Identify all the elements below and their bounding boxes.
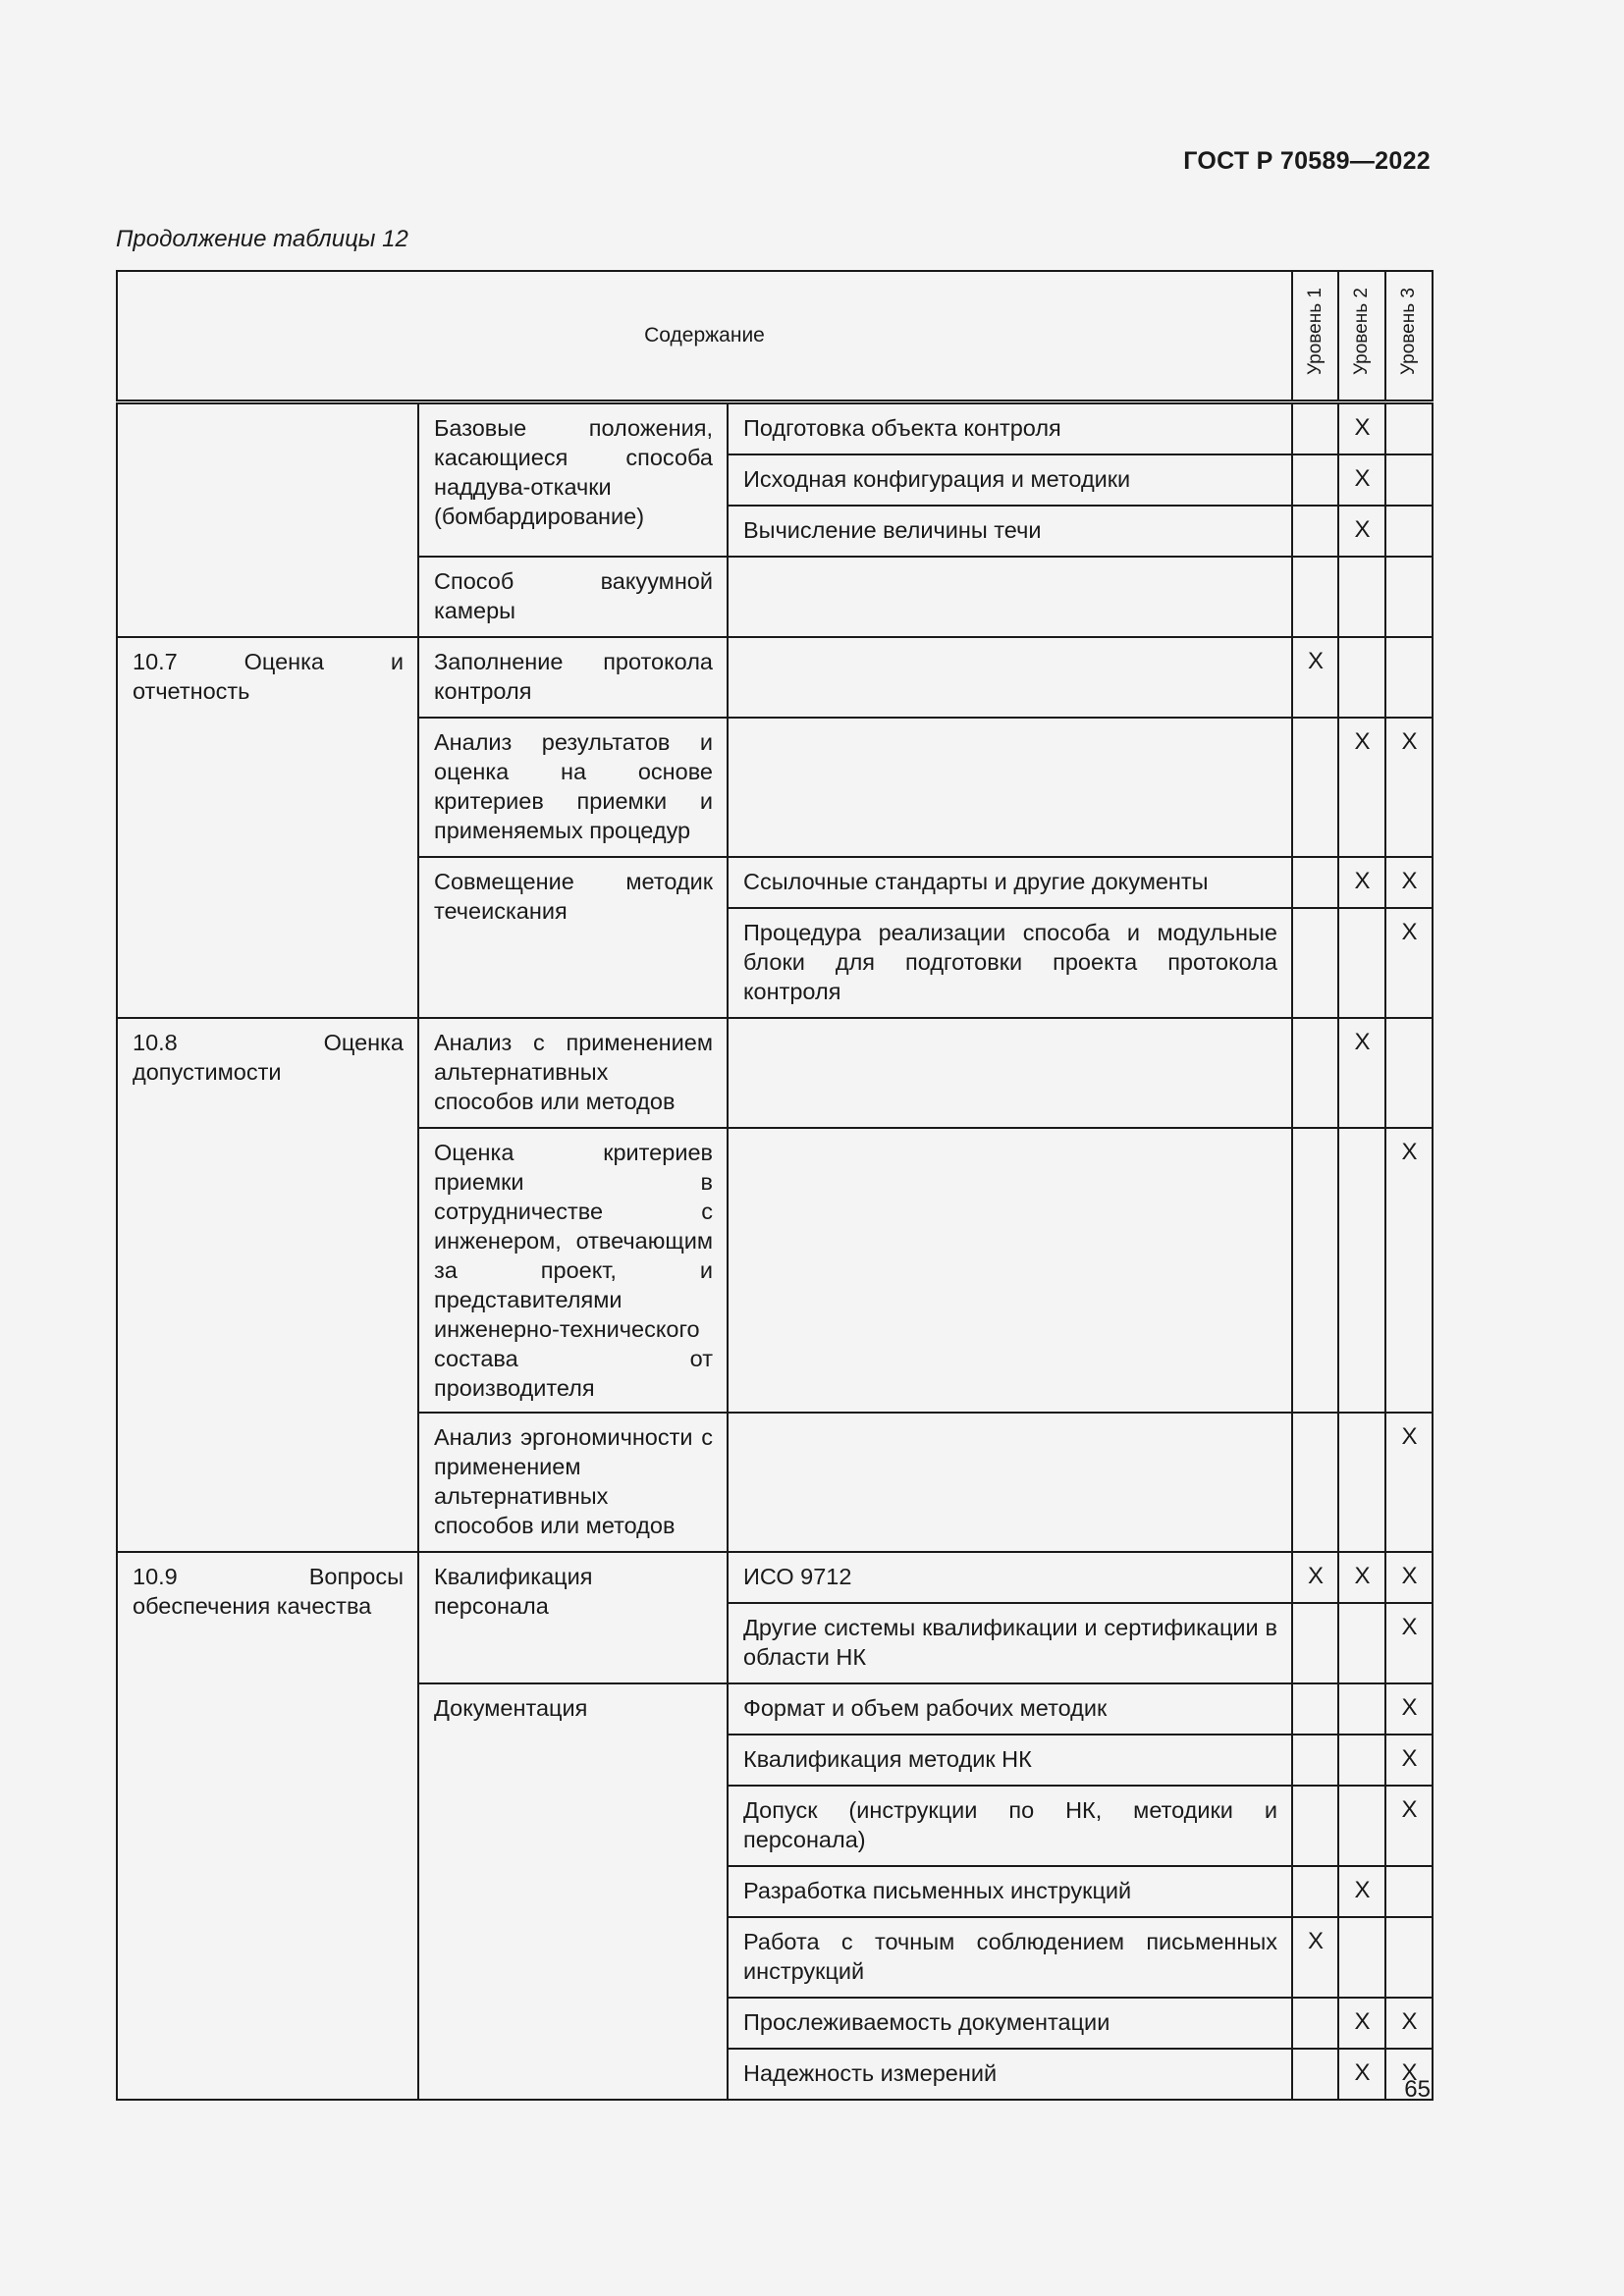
level-3-mark: [1385, 506, 1433, 557]
level-2-mark: X: [1338, 1998, 1385, 2049]
item-cell: Ссылочные стандарты и другие документы: [728, 857, 1292, 908]
level-2-mark: [1338, 1683, 1385, 1735]
level-1-mark: X: [1292, 1917, 1338, 1998]
table-caption: Продолжение таблицы 12: [116, 226, 408, 252]
item-cell: Квалификация методик НК: [728, 1735, 1292, 1786]
header-level-3-label: Уровень 3: [1398, 287, 1419, 376]
level-3-mark: [1385, 1018, 1433, 1128]
level-3-mark: [1385, 454, 1433, 506]
level-2-mark: [1338, 1786, 1385, 1866]
topic-cell: Оценка критериев приемки в сотрудничестве с инженером, отвечающим за проект, и представителями инженерно-технического состава от производителя: [418, 1128, 728, 1413]
topic-cell: Документация: [418, 1683, 728, 2100]
level-2-mark: [1338, 637, 1385, 718]
item-cell: [728, 1413, 1292, 1552]
table-row: [117, 402, 1433, 454]
item-cell: ИСО 9712: [728, 1552, 1292, 1603]
item-cell: Процедура реализации способа и модульные блоки для подготовки проекта протокола контроля: [728, 908, 1292, 1018]
level-3-mark: X: [1385, 718, 1433, 857]
level-1-mark: [1292, 857, 1338, 908]
item-cell: [728, 718, 1292, 857]
item-cell: Подготовка объекта контроля: [728, 402, 1292, 454]
topic-cell: Анализ результатов и оценка на основе критериев приемки и применяемых процедур: [418, 718, 728, 857]
header-level-1: [1292, 271, 1338, 402]
level-1-mark: [1292, 1018, 1338, 1128]
section-cell: 10.8 Оценка допустимости: [117, 1018, 418, 1552]
level-3-mark: [1385, 1917, 1433, 1998]
level-1-mark: [1292, 402, 1338, 454]
level-3-mark: X: [1385, 2049, 1433, 2100]
requirements-table: [116, 270, 1434, 2101]
level-2-mark: X: [1338, 718, 1385, 857]
level-1-mark: [1292, 908, 1338, 1018]
topic-cell: Анализ с применением альтернативных способов или методов: [418, 1018, 728, 1128]
header-content: Содержание: [117, 271, 1292, 402]
level-1-mark: [1292, 1866, 1338, 1917]
level-2-mark: X: [1338, 454, 1385, 506]
table-row: [117, 637, 1433, 718]
item-cell: [728, 1128, 1292, 1413]
level-2-mark: X: [1338, 402, 1385, 454]
table-row: [117, 1018, 1433, 1128]
level-3-mark: X: [1385, 908, 1433, 1018]
level-3-mark: [1385, 1866, 1433, 1917]
level-3-mark: X: [1385, 1128, 1433, 1413]
item-cell: Допуск (инструкции по НК, методики и персонала): [728, 1786, 1292, 1866]
level-1-mark: [1292, 557, 1338, 637]
item-cell: Работа с точным соблюдением письменных инструкций: [728, 1917, 1292, 1998]
item-cell: Разработка письменных инструкций: [728, 1866, 1292, 1917]
level-1-mark: [1292, 454, 1338, 506]
topic-cell: Базовые положения, касающиеся способа наддува-откачки (бомбардирование): [418, 402, 728, 557]
level-3-mark: [1385, 637, 1433, 718]
item-cell: Прослеживаемость документации: [728, 1998, 1292, 2049]
level-2-mark: X: [1338, 1018, 1385, 1128]
level-1-mark: [1292, 506, 1338, 557]
level-2-mark: X: [1338, 1866, 1385, 1917]
header-level-1-label: Уровень 1: [1304, 287, 1326, 376]
level-3-mark: X: [1385, 1552, 1433, 1603]
topic-cell: Анализ эргономичности с применением альтернативных способов или методов: [418, 1413, 728, 1552]
item-cell: [728, 1018, 1292, 1128]
level-2-mark: [1338, 1603, 1385, 1683]
level-1-mark: [1292, 1128, 1338, 1413]
level-1-mark: X: [1292, 637, 1338, 718]
level-1-mark: [1292, 1735, 1338, 1786]
level-2-mark: [1338, 908, 1385, 1018]
document-code: ГОСТ Р 70589—2022: [1183, 147, 1431, 175]
level-2-mark: X: [1338, 1552, 1385, 1603]
level-2-mark: X: [1338, 506, 1385, 557]
level-1-mark: [1292, 1998, 1338, 2049]
level-1-mark: [1292, 718, 1338, 857]
level-2-mark: [1338, 1917, 1385, 1998]
item-cell: Надежность измерений: [728, 2049, 1292, 2100]
item-cell: Формат и объем рабочих методик: [728, 1683, 1292, 1735]
level-3-mark: X: [1385, 1603, 1433, 1683]
header-level-3: [1385, 271, 1433, 402]
level-1-mark: [1292, 1683, 1338, 1735]
topic-cell: Совмещение методик течеискания: [418, 857, 728, 1018]
item-cell: [728, 557, 1292, 637]
page-number: 65: [1404, 2076, 1431, 2103]
level-2-mark: [1338, 557, 1385, 637]
level-3-mark: X: [1385, 1735, 1433, 1786]
level-2-mark: [1338, 1413, 1385, 1552]
item-cell: Исходная конфигурация и методики: [728, 454, 1292, 506]
topic-cell: Заполнение протокола контроля: [418, 637, 728, 718]
level-3-mark: X: [1385, 1413, 1433, 1552]
level-2-mark: X: [1338, 857, 1385, 908]
level-3-mark: [1385, 402, 1433, 454]
topic-cell: Способ вакуумной камеры: [418, 557, 728, 637]
level-2-mark: [1338, 1735, 1385, 1786]
table-row: [117, 1552, 1433, 1603]
item-cell: Другие системы квалификации и сертификации в области НК: [728, 1603, 1292, 1683]
section-cell-continued: [117, 402, 418, 637]
level-2-mark: [1338, 1128, 1385, 1413]
table-header-row: [117, 271, 1433, 402]
level-1-mark: [1292, 1786, 1338, 1866]
level-3-mark: X: [1385, 1786, 1433, 1866]
level-3-mark: [1385, 557, 1433, 637]
level-1-mark: [1292, 1413, 1338, 1552]
item-cell: Вычисление величины течи: [728, 506, 1292, 557]
level-3-mark: X: [1385, 1683, 1433, 1735]
level-1-mark: X: [1292, 1552, 1338, 1603]
section-cell: 10.9 Вопросы обеспечения качества: [117, 1552, 418, 2100]
level-3-mark: X: [1385, 1998, 1433, 2049]
header-level-2-label: Уровень 2: [1351, 287, 1372, 376]
header-level-2: [1338, 271, 1385, 402]
section-cell: 10.7 Оценка и отчетность: [117, 637, 418, 1018]
level-1-mark: [1292, 1603, 1338, 1683]
item-cell: [728, 637, 1292, 718]
level-2-mark: X: [1338, 2049, 1385, 2100]
level-1-mark: [1292, 2049, 1338, 2100]
topic-cell: Квалификация персонала: [418, 1552, 728, 1683]
level-3-mark: X: [1385, 857, 1433, 908]
